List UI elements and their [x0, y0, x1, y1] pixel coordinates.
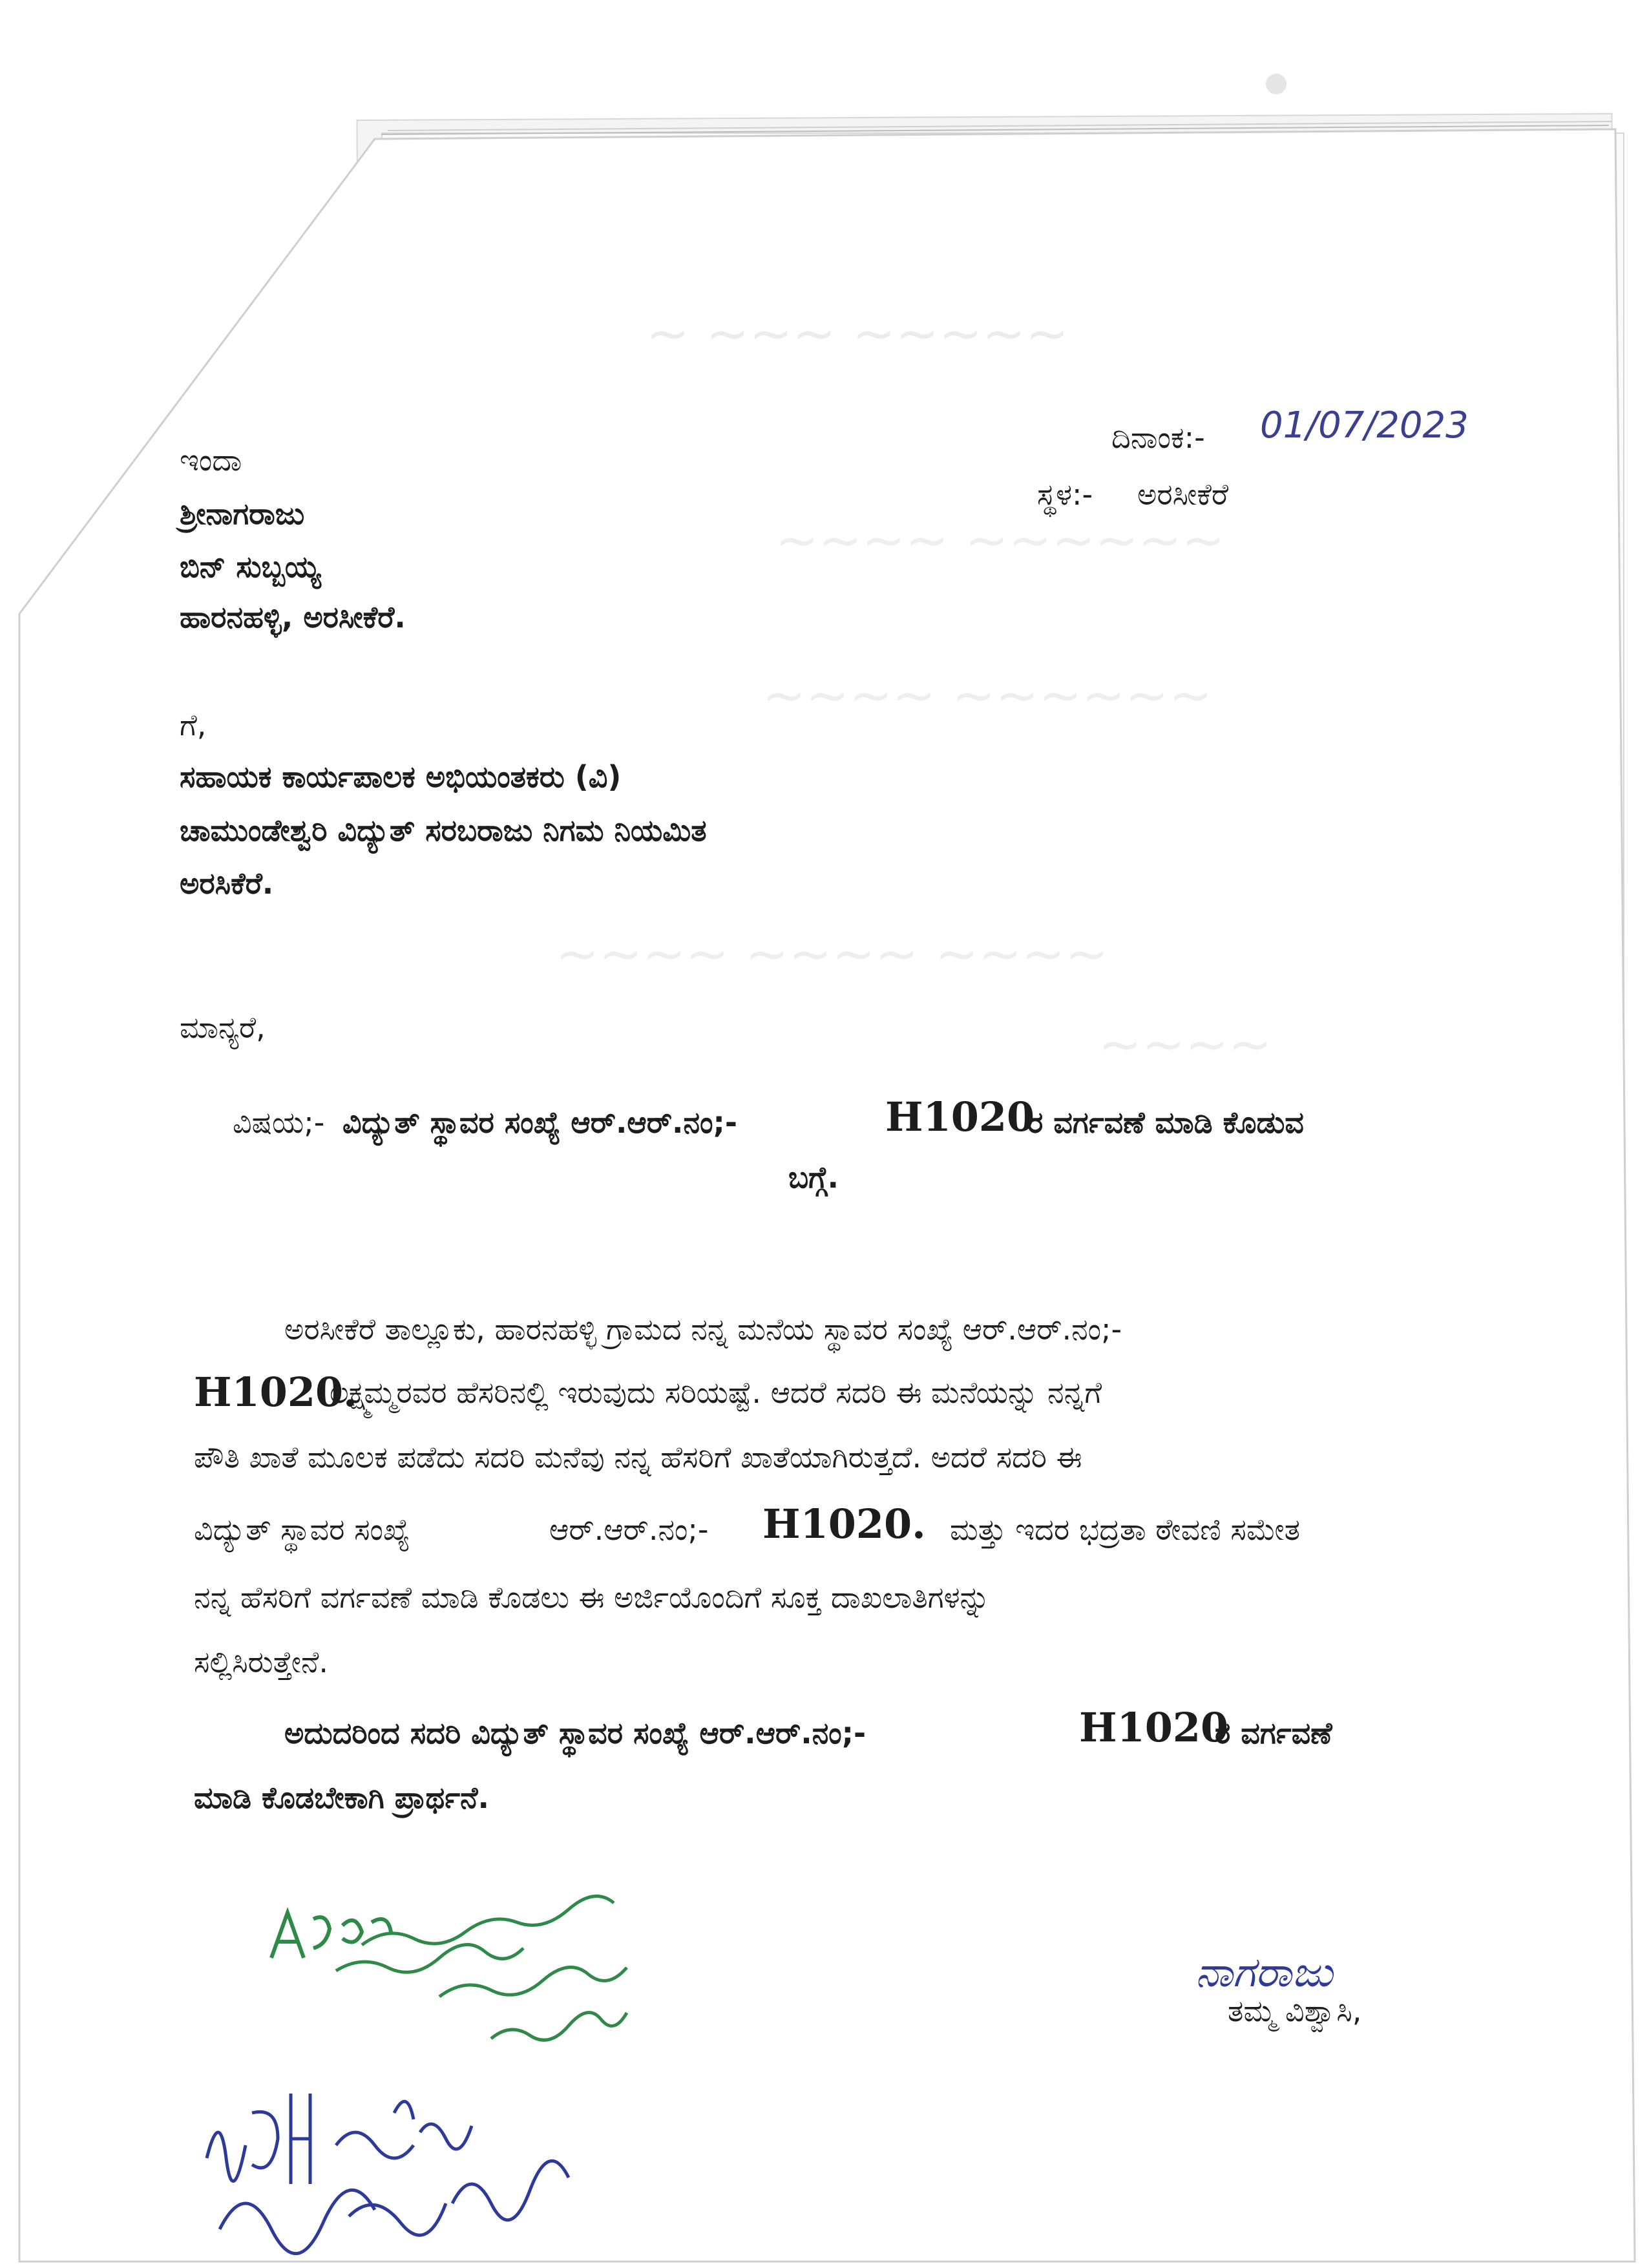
- show-through-text: ~~~~ ~~~~ ~~~~: [556, 924, 1109, 984]
- signature: ನಾಗರಾಜು: [1195, 1949, 1333, 1997]
- sender-address: ಹಾರನಹಳ್ಳಿ, ಅರಸೀಕೆರೆ.: [180, 600, 406, 635]
- green-handwritten-endorsement: [258, 1887, 724, 2081]
- body-line-4-code: H1020.: [762, 1500, 926, 1548]
- body-line-2: ಲಕ್ಷ್ಮಮ್ಮರವರ ಹೆಸರಿನಲ್ಲಿ ಇರುವುದು ಸರಿಯಷ್ಟೆ. ಆದರೆ ಸದರಿ ಈ ಮನೆಯನ್ನು ನನ್ನಗೆ: [330, 1375, 1102, 1410]
- body-para2-line-2: ಮಾಡಿ ಕೊಡಬೇಕಾಗಿ ಪ್ರಾರ್ಥನೆ.: [194, 1780, 489, 1815]
- body-line-6: ಸಲ್ಲಿಸಿರುತ್ತೇನೆ.: [194, 1644, 329, 1679]
- body-line-3: ಪೌತಿ ಖಾತೆ ಮೂಲಕ ಪಡೆದು ಸದರಿ ಮನೆವು ನನ್ನ ಹೆಸರಿಗೆ ಖಾತೆಯಾಗಿರುತ್ತದೆ. ಅದರೆ ಸದರಿ ಈ: [194, 1440, 1082, 1475]
- yours-faithfully: ತಮ್ಮ ವಿಶ್ವಾಸಿ,: [1228, 1993, 1362, 2028]
- body-line-4c: ಮತ್ತು ಇದರ ಭದ್ರತಾ ಠೇವಣಿ ಸಮೇತ: [950, 1512, 1301, 1547]
- body-para2-line-1b: ರ ವರ್ಗವಣೆ: [1215, 1716, 1332, 1750]
- subject-text-c: ಬಗ್ಗೆ.: [788, 1160, 839, 1195]
- body-line-1: ಅರಸೀಕೆರೆ ತಾಲ್ಲೂಕು, ಹಾರನಹಳ್ಳಿ ಗ್ರಾಮದ ನನ್ನ ಮನೆಯ ಸ್ಥಾವರ ಸಂಖ್ಯೆ ಆರ್.ಆರ್.ನಂ;-: [284, 1312, 1122, 1347]
- body-line-4a: ವಿದ್ಯುತ್ ಸ್ಥಾವರ ಸಂಖ್ಯೆ: [194, 1512, 410, 1547]
- subject-text-a: ವಿದ್ಯುತ್ ಸ್ಥಾವರ ಸಂಖ್ಯೆ ಆರ್.ಆರ್.ನಂ;-: [342, 1105, 737, 1140]
- date-value: 01/07/2023: [1260, 404, 1469, 446]
- to-label: ಗೆ,: [180, 708, 207, 742]
- body-line-5: ನನ್ನ ಹೆಸರಿಗೆ ವರ್ಗವಣೆ ಮಾಡಿ ಕೊಡಲು ಈ ಅರ್ಜಿಯೊಂದಿಗೆ ಸೂಕ್ತ ದಾಖಲಾತಿಗಳನ್ನು: [194, 1580, 990, 1615]
- show-through-text: ~~~~ ~~~~~~: [775, 510, 1225, 571]
- body-para2-code: H1020: [1079, 1704, 1229, 1751]
- body-line-4b: ಆರ್.ಆರ್.ನಂ;-: [549, 1512, 709, 1547]
- show-through-text: ~ ~~~ ~~~~~: [646, 304, 1069, 364]
- show-through-text: ~~~~ ~~~~~~: [762, 666, 1212, 726]
- place-label: ಸ್ಥಳ:-: [1037, 477, 1093, 512]
- blue-handwritten-initials: [181, 2055, 711, 2262]
- sender-name: ಶ್ರೀನಾಗರಾಜು: [180, 496, 305, 531]
- place-value: ಅರಸೀಕೆರೆ: [1137, 477, 1229, 512]
- salutation: ಮಾನ್ಯರೆ,: [180, 1010, 266, 1045]
- recipient-line-2: ಚಾಮುಂಡೇಶ್ವರಿ ವಿದ್ಯುತ್ ಸರಬರಾಜು ನಿಗಮ ನಿಯಮಿತ: [180, 813, 707, 848]
- date-label: ದಿನಾಂಕ:-: [1111, 420, 1205, 455]
- from-label: ಇಂದಾ: [180, 443, 242, 478]
- show-through-text: ~~~~: [1098, 1014, 1272, 1075]
- recipient-line-3: ಅರಸಿಕೆರೆ.: [180, 866, 274, 901]
- subject-code: H1020: [885, 1093, 1035, 1140]
- punch-hole: [1266, 74, 1287, 94]
- subject-label: ವಿಷಯ;-: [233, 1105, 325, 1140]
- body-line-2-code: H1020.: [194, 1369, 357, 1416]
- subject-text-b: ರ ವರ್ಗವಣೆ ಮಾಡಿ ಕೊಡುವ: [1027, 1105, 1304, 1140]
- recipient-line-1: ಸಹಾಯಕ ಕಾರ್ಯಪಾಲಕ ಅಭಿಯಂತಕರು (ವಿ): [180, 759, 622, 794]
- sender-father: ಬಿನ್ ಸುಬ್ಬಯ್ಯ: [180, 549, 321, 584]
- body-para2-line-1a: ಅದುದರಿಂದ ಸದರಿ ವಿದ್ಯುತ್ ಸ್ಥಾವರ ಸಂಖ್ಯೆ ಆರ್.ಆರ್.ನಂ;-: [284, 1716, 867, 1750]
